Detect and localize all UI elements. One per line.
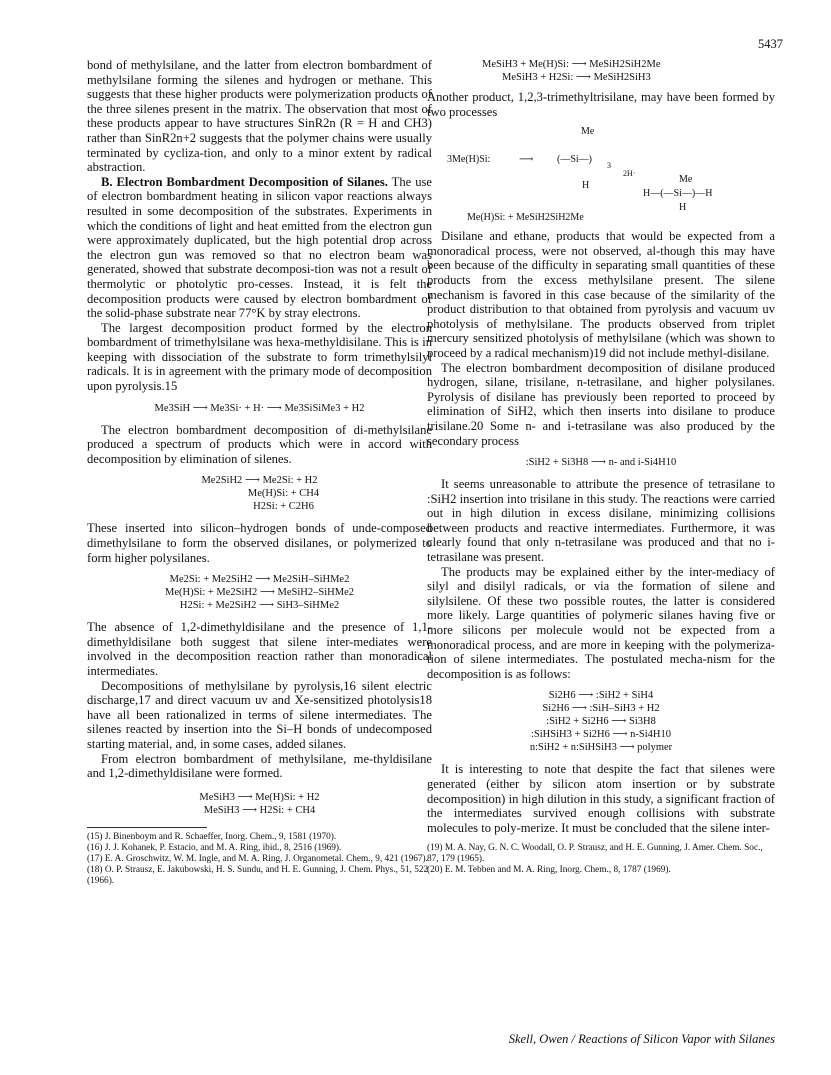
equation-line: Me2Si: + Me2SiH2 ⟶ Me2SiH–SiHMe2: [169, 574, 350, 586]
equation-line: MeSiH3 + H2Si: ⟶ MeSiH2SiH3: [502, 72, 651, 83]
equation-line: n:SiH2 + n:SiHSiH3 ⟶ polymer: [529, 742, 673, 754]
lower-reaction: Me(H)Si: + MeSiH2SiH2Me: [467, 212, 584, 224]
paragraph: The electron bombardment decomposition of di-methylsilane produced a spectrum of products which were in accord with decomposition by elimination of silenes.: [87, 422, 432, 466]
chain-formula: H—(—Si—)—H: [643, 188, 713, 200]
equation-line: :SiHSiH3 + Si2H6 ⟶ n-Si4H10: [531, 729, 671, 741]
paragraph: The products may be explained either by the inter-mediacy of silyl and disilyl radicals, or via the formation of silene and silylsilene. Of these two possible routes, the latter is considered more likely. Large quantities of polymeric silanes having five or more silicons per molecule would not be expected from a monoradical process, and are more in keeping with the polymeriza-tion of silene intermediates. The postulated mecha-nism for the decomposition is as follows:: [427, 564, 775, 681]
equation: [87, 791, 432, 817]
footnote: (20) E. M. Tebben and M. A. Ring, Inorg. Chem., 8, 1787 (1969).: [427, 865, 671, 876]
equation: [427, 456, 775, 469]
equation: [427, 58, 775, 84]
paragraph: The absence of 1,2-dimethyldisilane and the presence of 1,1-dimethyldisilane both suggest that silene inter-mediates were involved in the decomposition reaction rather than monoradical intermediates.: [87, 620, 432, 678]
trisilane-structure: [427, 123, 775, 223]
equation: [427, 689, 775, 754]
left-column: [87, 58, 432, 887]
hydrogen-label: H: [679, 202, 687, 214]
footnote-rule: [87, 827, 207, 828]
equation-line: MeSiH3 + Me(H)Si: ⟶ MeSiH2SiH2Me: [482, 59, 661, 70]
footnote: (15) J. Binenboym and R. Schaeffer, Inorg. Chem., 9, 1581 (1970).: [87, 831, 337, 842]
equation-line: MeSiH3 ⟶ H2Si: + CH4: [203, 804, 316, 816]
paragraph: It seems unreasonable to attribute the presence of tetrasilane to :SiH2 insertion into trisilane in this study. The reactions were carried out in high dilution in excess disilane, minimizing collisions between products and reactive intermediates. Furthermore, it was clearly found that only n-tetrasilane was produced and that no i-tetrasilane was present.: [427, 477, 775, 565]
paragraph: From electron bombardment of methylsilane, me-thyldisilane and 1,2-dimethyldisilane were formed.: [87, 751, 432, 781]
equation-line: H2Si: + Me2SiH2 ⟶ SiH3–SiHMe2: [179, 600, 340, 612]
equation-line: Si2H6 ⟶ :SiH2 + SiH4: [548, 690, 654, 702]
page-number: 5437: [758, 37, 783, 51]
paragraph-text: The use of electron bombardment heating in silicon vapor reactions always resulted in some decomposition of the substrates. Experiments in which the conditions of light and heat emitted from the electron gun were approximately duplicated, but the high potential drop across the electron gun was removed so that no electron beam was generated, showed that substrate decomposi-tion was not a result of thermolytic or photolytic pro-cesses. Instead, it is felt the decomposition products were caused by electron bombardment of the solid-phase substrate near 77°K by stray electrons.: [87, 174, 432, 321]
section-heading: B. Electron Bombardment Decomposition of Silanes.: [101, 174, 388, 189]
right-column: [427, 58, 775, 876]
reagent-label: 2H·: [623, 169, 636, 179]
equation-line: Me(H)Si: + CH4: [247, 488, 320, 500]
equation: [87, 573, 432, 612]
paragraph: Another product, 1,2,3-trimethyltrisilane, may have been formed by two processes: [427, 90, 775, 119]
section-paragraph: [87, 175, 432, 321]
methyl-label: Me: [581, 126, 595, 138]
equation-line: Me3SiH ⟶ Me3Si· + H· ⟶ Me3SiSiMe3 + H2: [154, 402, 365, 414]
equation-line: Si2H6 ⟶ :SiH–SiH3 + H2: [542, 703, 660, 715]
equation-line: Me(H)Si: + Me2SiH2 ⟶ MeSiH2–SiHMe2: [165, 587, 354, 599]
paragraph: The largest decomposition product formed by the electron bombardment of trimethylsilane was hexa-methyldisilane. This is in keeping with dissociation of the substrate to form trimethylsilyl radicals. It is in agreement with the primary mode of decomposition upon pyrolysis.15: [87, 320, 432, 394]
arrow-glyph: ⟶: [519, 154, 534, 166]
paragraph: Decompositions of methylsilane by pyrolysis,16 silent electric discharge,17 and direct vacuum uv and Xe-sensitized photolysis18 have all been rationalized in terms of silene intermediates. The silenes reacted by insertion into the Si–H bonds of undecomposed starting material, and, in some cases, added silanes.: [87, 678, 432, 751]
ring-formula: (—Si—): [557, 154, 592, 166]
footnote: (19) M. A. Nay, G. N. C. Woodall, O. P. Strausz, and H. E. Gunning, J. Amer. Chem. Soc., 87, 179 (1965).: [427, 843, 763, 865]
hydrogen-label: H: [582, 180, 590, 192]
footnote: (17) E. A. Groschwitz, W. M. Ingle, and M. A. Ring, J. Organometal. Chem., 9, 421 (1967).: [87, 853, 428, 864]
subscript-label: 3: [607, 161, 611, 171]
equation: [87, 402, 432, 415]
paragraph: The electron bombardment decomposition of disilane produced hydrogen, silane, trisilane, n-tetrasilane, and higher polysilanes. Pyrolysis of disilane has previously been reported to proceed by elimination of SiH2, which then inserts into disilane to produce trisilane.20 Some n- and i-tetrasilane was also produced by the secondary process: [427, 360, 775, 448]
equation-line: :SiH2 + Si3H8 ⟶ n- and i-Si4H10: [525, 457, 677, 469]
footnote: (16) J. J. Kohanek, P. Estacio, and M. A. Ring, ibid., 8, 2516 (1969).: [87, 842, 342, 853]
reactant-label: 3Me(H)Si:: [447, 154, 491, 166]
paragraph: Disilane and ethane, products that would be expected from a monoradical process, were not observed, al-though this may have been because of the difficulty in separating small quantities of these products from the excess methylsilane present. The silene mechanism is favored in this case because of the similarity of the product distribution to that obtained from pyrolysis and vacuum uv photolysis of methylsilane. The products observed from triplet mercury sensitized photolysis of methylsilane (which was shown to proceed by a radical mechanism)19 did not include methyl-disilane.: [427, 229, 775, 360]
paragraph: bond of methylsilane, and the latter from electron bombardment of methylsilane forming the silenes and hydrogen or methane. This suggests that these higher products were polymerization products of the three silenes present in the matrix. The observation that most of these products appear to have structures SinR2n (R = H and CH3) rather than SinR2n+2 suggests that the polymer chains were usually terminated by cycliza-tion, and only to a minor extent by radical abstraction.: [87, 58, 432, 175]
equation-line: MeSiH3 ⟶ Me(H)Si: + H2: [199, 791, 320, 803]
equation-line: :SiH2 + Si2H6 ⟶ Si3H8: [546, 716, 656, 728]
methyl-label: Me: [679, 174, 693, 186]
equation: [87, 474, 432, 513]
paragraph: These inserted into silicon–hydrogen bonds of unde-composed dimethylsilane to form the observed disilanes, or polymerized to form higher polysilanes.: [87, 521, 432, 565]
running-footer: Skell, Owen / Reactions of Silicon Vapor with Silanes: [508, 1032, 775, 1046]
equation-line: H2Si: + C2H6: [253, 501, 314, 513]
paragraph: It is interesting to note that despite the fact that silenes were generated (either by silicon atom insertion or by substrate decomposition) in high dilution in this study, a significant fraction of the intermediates survived enough collisions with substrate molecules to poly-merize. It must be concluded that the silene inter-: [427, 762, 775, 835]
footnote: (18) O. P. Strausz, E. Jakubowski, H. S. Sundu, and H. E. Gunning, J. Chem. Phys., 51, 522 (1966).: [87, 864, 429, 886]
equation-line: Me2SiH2 ⟶ Me2Si: + H2: [201, 475, 318, 487]
